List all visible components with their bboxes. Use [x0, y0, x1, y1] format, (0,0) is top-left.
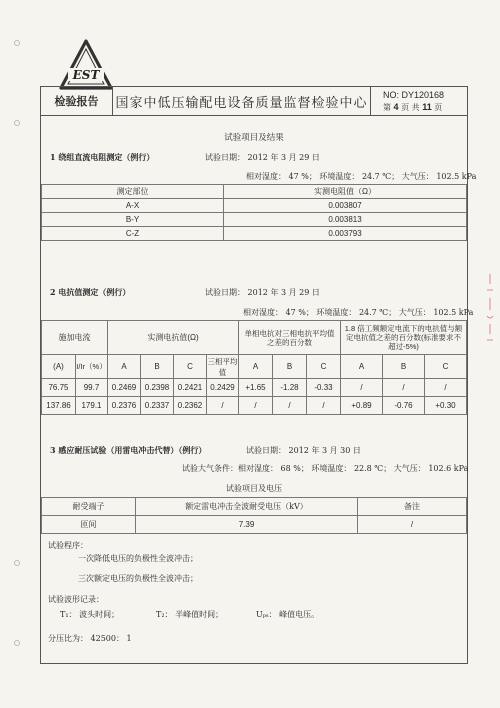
cell: 0.2469	[108, 379, 141, 397]
cell: +1.65	[239, 379, 273, 397]
subheader-cell: B	[383, 355, 425, 379]
s1-title: 1 绕组直流电阻测定（例行）	[50, 152, 155, 162]
value-cell: 0.003813	[224, 213, 467, 227]
t2-legend: T₂： 半峰值时间；	[156, 610, 224, 619]
divider-ratio: 分压比为： 42500： 1	[48, 634, 132, 643]
binder-hole	[14, 40, 20, 46]
col-part-header: 测定部位	[42, 185, 224, 199]
report-meta	[371, 87, 467, 115]
cell: 0.2429	[207, 379, 239, 397]
subheader-cell: C	[174, 355, 207, 379]
table-row	[42, 397, 467, 415]
waveform-label: 试验波形记录：	[48, 595, 104, 604]
procedure-step-2: 三次额定电压的负极性全波冲击；	[78, 574, 198, 583]
col-resistance-header: 实测电阻值（Ω）	[224, 185, 467, 199]
terminal-cell: 匝间	[42, 516, 136, 534]
s1-conditions: 相对湿度： 47 %； 环境温度： 24.7 ℃； 大气压： 102.5 kPa	[246, 172, 477, 181]
reactance-table	[41, 320, 467, 415]
subheader-row	[42, 355, 467, 379]
page-count: 第 4 页 共 11 页	[383, 101, 443, 112]
s2-date: 试验日期： 2012 年 3 月 29 日	[205, 288, 320, 297]
subheader-cell: I/Ir（%）	[76, 355, 108, 379]
binder-hole	[14, 640, 20, 646]
stamp-marks-icon	[484, 270, 496, 350]
cell: -0.76	[383, 397, 425, 415]
cell: -0.33	[307, 379, 341, 397]
subheader-cell: 三相平均值	[207, 356, 238, 377]
cell: /	[273, 397, 307, 415]
s2-title: 2 电抗值测定（例行）	[50, 287, 131, 297]
cell: -1.28	[273, 379, 307, 397]
subheader-cell: C	[425, 355, 467, 379]
section-title: 试验项目及结果	[224, 133, 284, 143]
table-row	[42, 213, 467, 227]
s2-conditions: 相对湿度： 47 %； 环境温度： 24.7 ℃； 大气压： 102.5 kPa	[243, 308, 474, 317]
cell: 76.75	[42, 379, 76, 397]
part-cell: C-Z	[42, 227, 224, 241]
subheader-cell: C	[307, 355, 341, 379]
remark-cell: /	[358, 516, 467, 534]
voltage-cell: 7.39	[136, 516, 358, 534]
report-header	[40, 86, 468, 116]
cell: 179.1	[76, 397, 108, 415]
subheader-cell: A	[341, 355, 383, 379]
subheader-cell: A	[108, 355, 141, 379]
subheader-cell: B	[141, 355, 174, 379]
s3-date: 试验日期： 2012 年 3 月 30 日	[246, 446, 361, 455]
cell: 0.2337	[141, 397, 174, 415]
s3-conditions: 试验大气条件：相对湿度： 68 %； 环境温度： 22.8 ℃； 大气压： 102.6 kPa	[182, 464, 469, 473]
cell: +0.30	[425, 397, 467, 415]
cell: 0.2421	[174, 379, 207, 397]
cell: /	[307, 397, 341, 415]
table-row	[42, 516, 467, 534]
value-cell: 0.003793	[224, 227, 467, 241]
s3-subtitle: 试验项目及电压	[226, 484, 282, 493]
value-cell: 0.003807	[224, 199, 467, 213]
part-cell: B-Y	[42, 213, 224, 227]
cell: 0.2362	[174, 397, 207, 415]
procedure-step-1: 一次降低电压的负极性全波冲击；	[78, 554, 198, 563]
impulse-table	[41, 497, 467, 534]
subheader-cell: (A)	[42, 355, 76, 379]
cell: 137.86	[42, 397, 76, 415]
svg-text:EST: EST	[72, 68, 100, 82]
h-voltage: 额定雷电冲击全波耐受电压（kV）	[136, 498, 358, 516]
report-label: 检验报告	[41, 87, 113, 115]
cell: 0.2398	[141, 379, 174, 397]
subheader-cell: A	[239, 355, 273, 379]
s1-date: 试验日期： 2012 年 3 月 29 日	[205, 153, 320, 162]
subheader-cell: B	[273, 355, 307, 379]
h-current: 施加电流	[42, 321, 108, 355]
cell: /	[341, 379, 383, 397]
table-row	[42, 379, 467, 397]
cell: /	[239, 397, 273, 415]
s3-title: 3 感应耐压试验（用雷电冲击代替）（例行）	[50, 445, 207, 455]
h-std: 1.8 倍工频额定电流下的电抗值与额定电抗值之差的百分数(标准要求不超过-5%)	[341, 321, 467, 355]
binder-hole	[14, 120, 20, 126]
ups-legend: Uₚₛ： 峰值电压。	[256, 610, 320, 619]
cell: 99.7	[76, 379, 108, 397]
table-row	[42, 227, 467, 241]
part-cell: A-X	[42, 199, 224, 213]
org-name: 国家中低压输配电设备质量监督检验中心	[113, 87, 371, 115]
table-row	[42, 199, 467, 213]
cell: /	[425, 379, 467, 397]
binder-hole	[14, 560, 20, 566]
cell: +0.89	[341, 397, 383, 415]
resistance-table	[41, 184, 467, 241]
report-number: NO: DY120168	[383, 89, 445, 100]
t1-legend: T₁： 波头时间；	[60, 610, 120, 619]
cell: 0.2376	[108, 397, 141, 415]
procedure-label: 试验程序：	[48, 541, 88, 550]
margin-stamp	[484, 270, 496, 350]
h-measured: 实测电抗值(Ω)	[108, 321, 239, 355]
h-terminal: 耐受端子	[42, 498, 136, 516]
cell: /	[207, 397, 239, 415]
h-diff: 单相电抗对三相电抗平均值之差的百分数	[239, 321, 341, 355]
h-remark: 备注	[358, 498, 467, 516]
cell: /	[383, 379, 425, 397]
